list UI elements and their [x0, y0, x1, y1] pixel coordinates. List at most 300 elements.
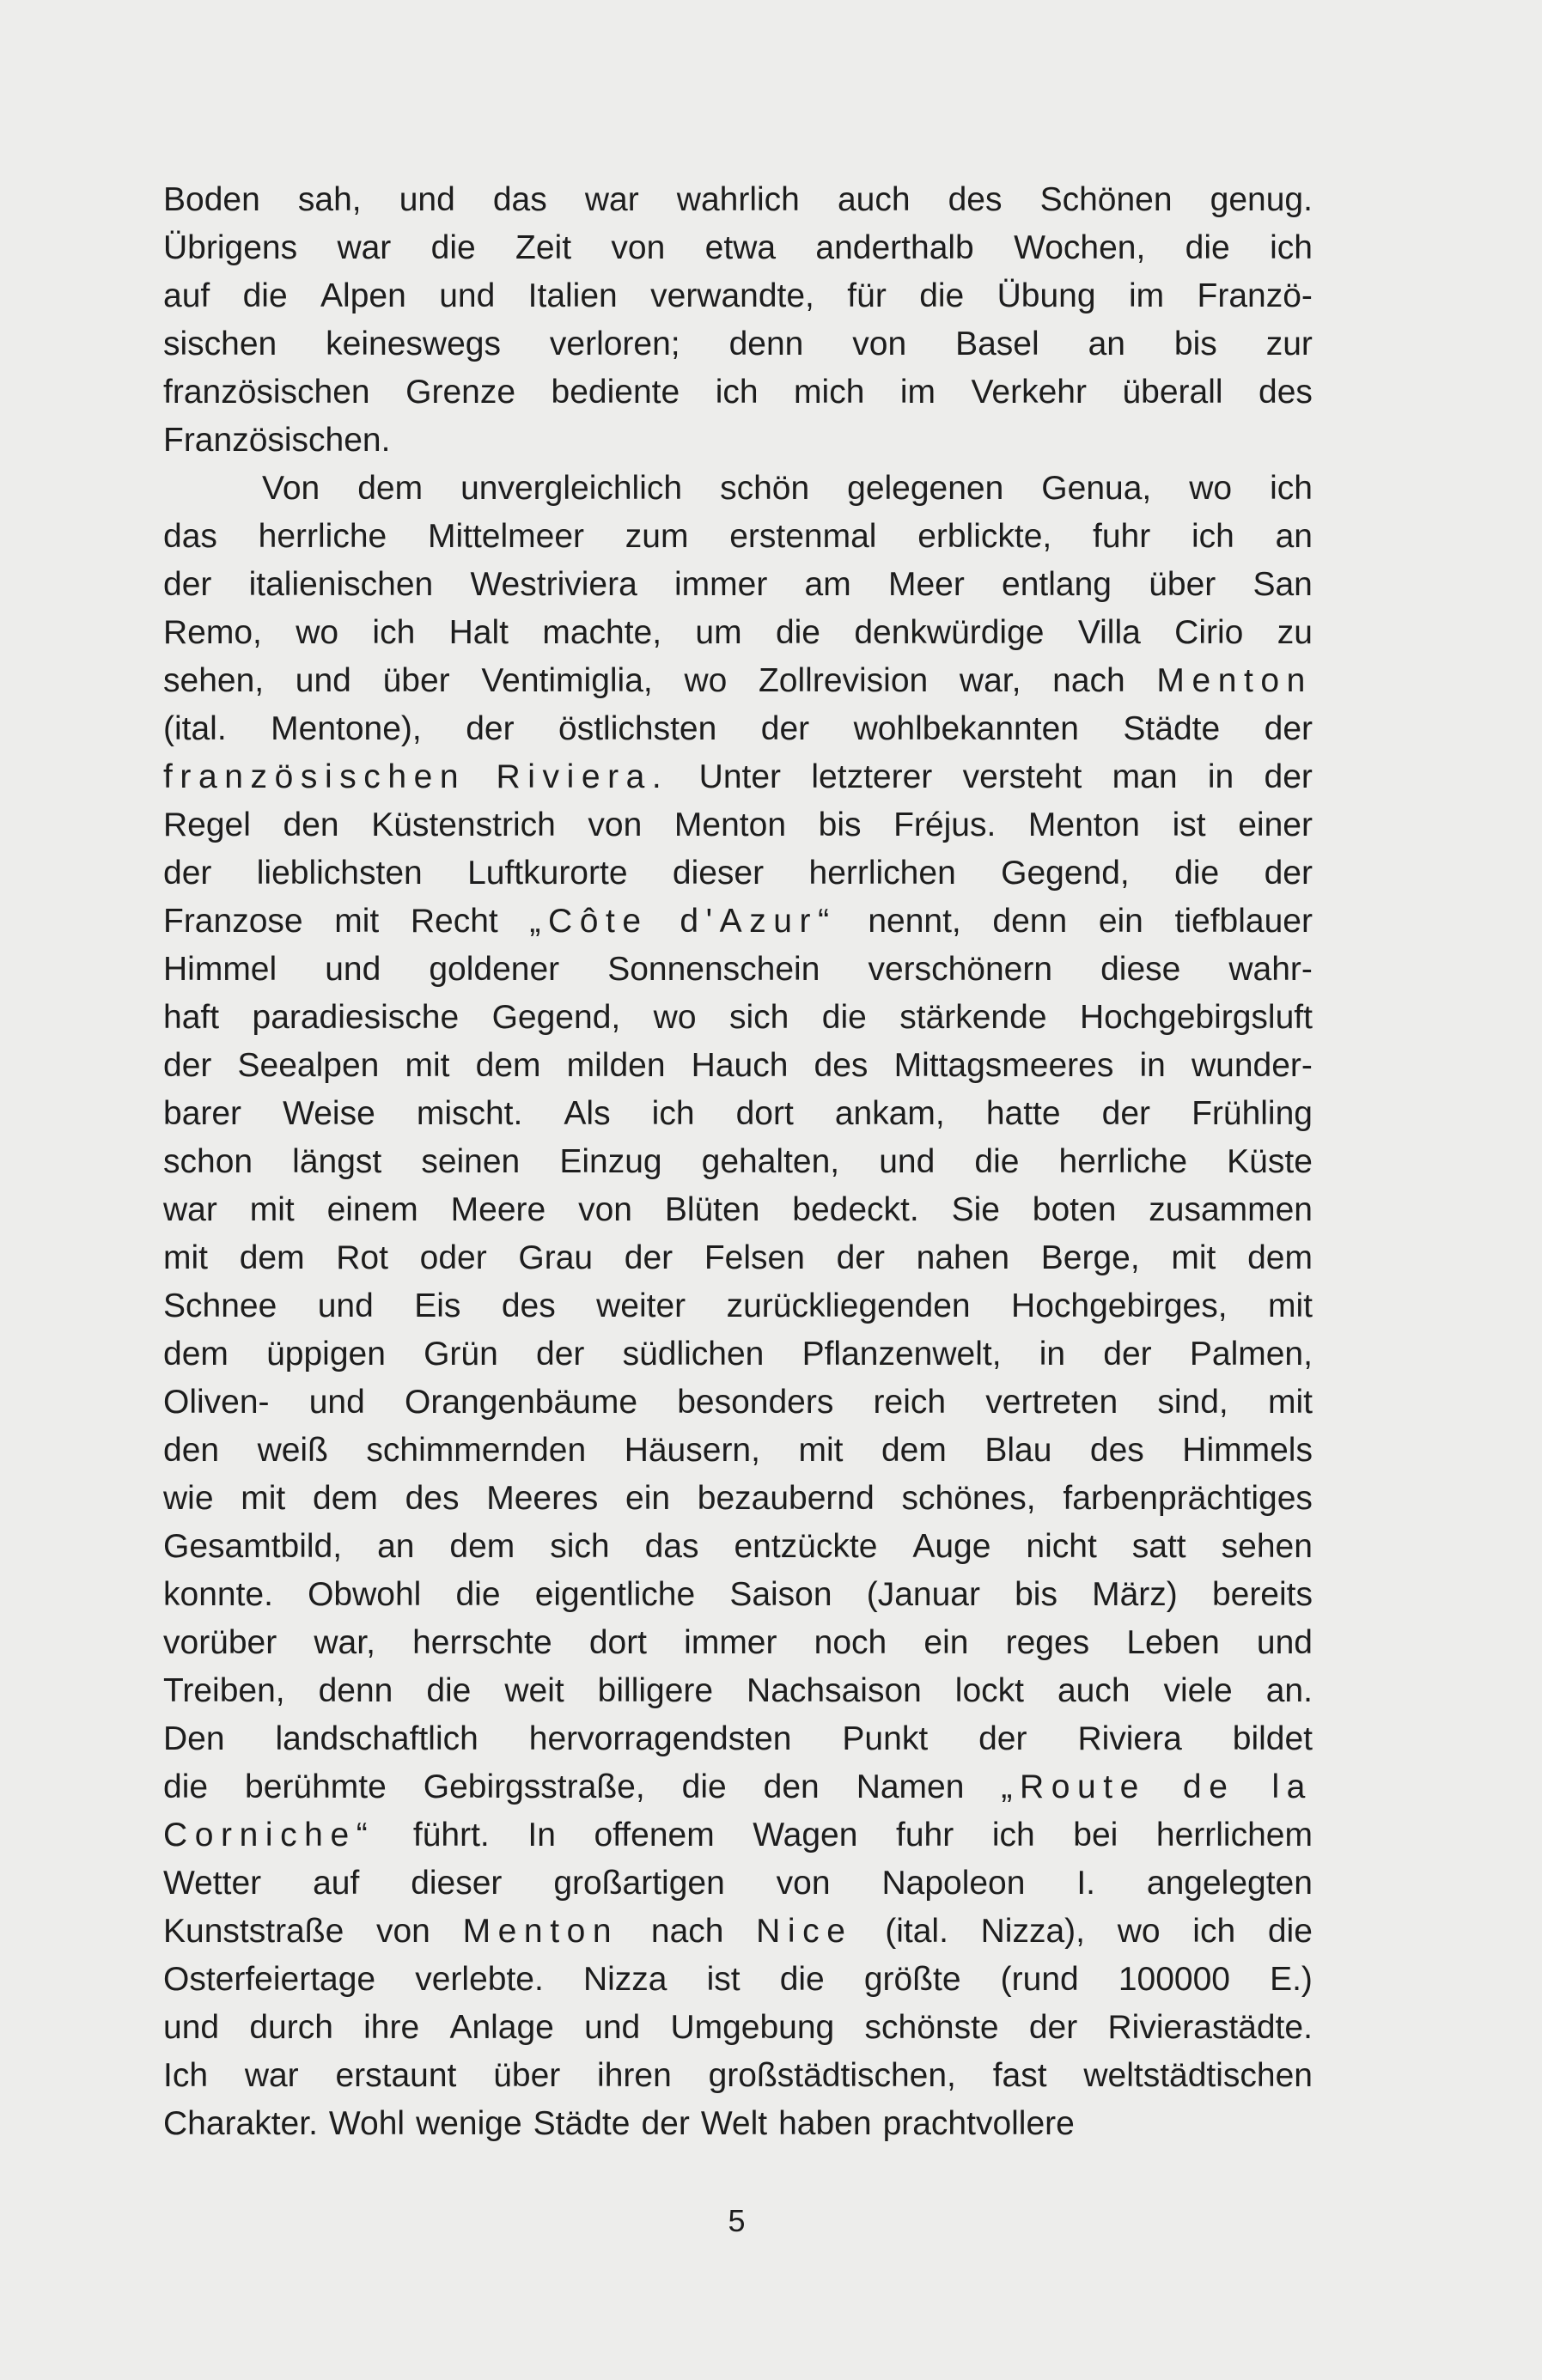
word: Von	[262, 470, 320, 507]
word: schön	[720, 470, 810, 507]
word: Halt	[448, 614, 509, 651]
word: farbenprächtiges	[1063, 1480, 1313, 1517]
word: des	[501, 1287, 556, 1324]
word: bis	[1015, 1576, 1057, 1613]
word: bei	[1073, 1817, 1118, 1853]
word: fuhr	[896, 1817, 954, 1853]
word: „Côte	[529, 903, 649, 940]
word: ihre	[363, 2009, 420, 2046]
text-line	[163, 513, 1313, 561]
word: Menton	[673, 807, 787, 843]
word: nach	[1052, 662, 1125, 699]
word: von	[578, 1191, 632, 1228]
word: Grün	[424, 1336, 498, 1373]
word: de	[1182, 1768, 1235, 1805]
word: Corniche“	[163, 1817, 375, 1853]
word: der	[760, 710, 810, 747]
word: herrlichem	[1155, 1817, 1313, 1853]
word: am	[804, 566, 851, 603]
word: Gegend,	[1001, 855, 1130, 892]
word: Küstenstrich	[371, 807, 556, 843]
word: Saison	[729, 1576, 832, 1613]
word: eigentliche	[534, 1576, 696, 1613]
word: dieser	[411, 1865, 503, 1902]
word: das	[644, 1528, 699, 1565]
word: stärkende	[899, 999, 1047, 1036]
word: wo	[296, 614, 339, 651]
word: Orangenbäume	[405, 1384, 638, 1421]
word: denn	[992, 903, 1068, 940]
word: Als	[564, 1095, 611, 1132]
word: Französischen.	[163, 422, 391, 459]
word: Charakter.	[163, 2105, 318, 2142]
word: nach	[650, 1913, 724, 1950]
word: Ventimiglia,	[481, 662, 653, 699]
word: Villa	[1077, 614, 1141, 651]
word: des	[814, 1047, 869, 1084]
word: verloren;	[549, 326, 680, 362]
word: Nachsaison	[747, 1672, 922, 1709]
word: und	[1256, 1624, 1313, 1661]
word: italienischen	[248, 566, 434, 603]
word: bis	[1173, 326, 1217, 362]
word: mit	[1267, 1287, 1313, 1324]
word: Gesamtbild,	[163, 1528, 343, 1565]
word: E.)	[1270, 1961, 1313, 1998]
word: nicht	[1026, 1528, 1097, 1565]
word: diese	[1100, 951, 1181, 988]
word: Wetter	[163, 1865, 262, 1902]
page-number: 5	[728, 2203, 746, 2238]
word: die	[455, 1576, 501, 1613]
word: la	[1271, 1768, 1313, 1805]
word: schimmernden	[366, 1432, 587, 1469]
word: Luftkurorte	[467, 855, 628, 892]
text-line	[163, 1860, 1313, 1908]
word: Nizza	[582, 1961, 667, 1998]
word: Wagen	[753, 1817, 858, 1853]
text-line	[163, 946, 1313, 994]
text-line	[163, 1282, 1313, 1330]
word: billigere	[597, 1672, 714, 1709]
text-line	[163, 753, 1313, 801]
word: haft	[163, 999, 220, 1036]
word: erstenmal	[729, 518, 877, 555]
word: mit	[1171, 1239, 1216, 1276]
word: den	[163, 1432, 220, 1469]
word: des	[1089, 1432, 1144, 1469]
word: des	[405, 1480, 460, 1517]
word: immer	[684, 1624, 777, 1661]
word: dort	[588, 1624, 648, 1661]
word: lockt	[954, 1672, 1024, 1709]
word: Übung	[997, 277, 1096, 314]
word: dem	[313, 1480, 378, 1517]
text-line	[163, 1763, 1313, 1811]
word: wahrlich	[676, 181, 800, 218]
word: Rivierastädte.	[1107, 2009, 1313, 2046]
text-line	[163, 994, 1313, 1042]
word: Blau	[984, 1432, 1052, 1469]
word: (ital.	[163, 710, 227, 747]
word: Menton	[1156, 662, 1313, 699]
word: Ich	[163, 2057, 209, 2094]
word: Regel	[163, 807, 251, 843]
text-line	[163, 1619, 1313, 1667]
word: viele	[1163, 1672, 1233, 1709]
word: versteht	[962, 758, 1082, 795]
word: der	[466, 710, 515, 747]
word: der	[1103, 1336, 1152, 1373]
word: mit	[405, 1047, 450, 1084]
word: ich	[1270, 470, 1313, 507]
word: Anlage	[449, 2009, 554, 2046]
word: sischen	[163, 326, 277, 362]
word: oder	[419, 1239, 487, 1276]
word: Hochgebirges,	[1011, 1287, 1228, 1324]
word: mit	[249, 1191, 295, 1228]
word: zusammen	[1149, 1191, 1313, 1228]
word: Blüten	[664, 1191, 760, 1228]
word: Alpen	[320, 277, 406, 314]
word: die	[775, 614, 820, 651]
word: dem	[1247, 1239, 1313, 1276]
word: wunder-	[1191, 1047, 1313, 1084]
word: (rund	[1000, 1961, 1079, 1998]
word: verschönern	[868, 951, 1053, 988]
word: Seealpen	[237, 1047, 380, 1084]
word: von	[588, 807, 643, 843]
text-line	[163, 1042, 1313, 1090]
word: Namen	[856, 1768, 965, 1805]
word: etwa	[704, 229, 777, 266]
word: von	[776, 1865, 831, 1902]
word: Remo,	[163, 614, 262, 651]
word: vertreten	[985, 1384, 1118, 1421]
word: paradiesische	[252, 999, 460, 1036]
word: ich	[1192, 1913, 1236, 1950]
word: der	[163, 566, 212, 603]
word: d'Azur“	[680, 903, 837, 940]
word: Napoleon	[881, 1865, 1026, 1902]
word: das	[492, 181, 547, 218]
word: Städte	[1123, 710, 1221, 747]
word: man	[1112, 758, 1178, 795]
word: Mittagsmeeres	[893, 1047, 1114, 1084]
word: weltstädtischen	[1083, 2057, 1313, 2094]
word: Italien	[527, 277, 618, 314]
word: die	[681, 1768, 727, 1805]
word: hervorragendsten	[528, 1720, 792, 1757]
word: bezaubernd	[697, 1480, 875, 1517]
word: Himmels	[1182, 1432, 1313, 1469]
word: konnte.	[163, 1576, 273, 1613]
word: haben	[778, 2105, 872, 2142]
word: führt.	[412, 1817, 490, 1853]
word: entzückte	[734, 1528, 878, 1565]
word: Hochgebirgsluft	[1079, 999, 1313, 1036]
word: sich	[550, 1528, 610, 1565]
word: herrlichen	[808, 855, 956, 892]
word: die	[779, 1961, 825, 1998]
word: dem	[239, 1239, 305, 1276]
text-line	[163, 176, 1313, 224]
word: Gegend,	[491, 999, 621, 1036]
word: von	[375, 1913, 430, 1950]
word: Zollrevision	[758, 662, 929, 699]
word: ihren	[597, 2057, 672, 2094]
word: Den	[163, 1720, 225, 1757]
word: in	[1139, 1047, 1166, 1084]
word: Treiben,	[163, 1672, 285, 1709]
word: an	[377, 1528, 415, 1565]
word: zurückliegenden	[726, 1287, 971, 1324]
word: anderthalb	[815, 229, 974, 266]
word: und	[584, 2009, 641, 2046]
word: Kunststraße	[163, 1913, 344, 1950]
word: dem	[163, 1336, 229, 1373]
word: ich	[372, 614, 416, 651]
word: die	[974, 1143, 1020, 1180]
word: der	[536, 1336, 585, 1373]
word: In	[527, 1817, 556, 1853]
word: wo	[1117, 1913, 1161, 1950]
word: Zeit	[515, 229, 572, 266]
word: I.	[1076, 1865, 1096, 1902]
text-line	[163, 1956, 1313, 2004]
text-line	[163, 1475, 1313, 1523]
word: goldener	[429, 951, 560, 988]
word: an	[1088, 326, 1125, 362]
word: Schönen	[1039, 181, 1173, 218]
body-text	[163, 176, 1313, 2148]
word: dort	[735, 1095, 794, 1132]
word: der	[1264, 855, 1313, 892]
word: an	[1275, 518, 1313, 555]
word: ich	[1191, 518, 1234, 555]
word: Franzose	[163, 903, 303, 940]
word: wo	[653, 999, 697, 1036]
word: prachtvollere	[882, 2105, 1075, 2142]
word: Verkehr	[971, 374, 1087, 411]
word: die	[430, 229, 476, 266]
word: der	[836, 1239, 885, 1276]
word: von	[852, 326, 907, 362]
word: der	[1028, 2009, 1078, 2046]
word: zum	[625, 518, 689, 555]
text-line	[163, 1330, 1313, 1379]
word: Meer	[887, 566, 965, 603]
text-line	[163, 898, 1313, 946]
word: der	[1264, 758, 1313, 795]
word: den	[283, 807, 339, 843]
text-line	[163, 1379, 1313, 1427]
word: mich	[794, 374, 865, 411]
word: und	[399, 181, 455, 218]
text-line	[163, 1138, 1313, 1186]
word: war	[337, 229, 392, 266]
word: über	[493, 2057, 561, 2094]
text-line	[163, 1571, 1313, 1619]
word: die	[919, 277, 965, 314]
word: Fréjus.	[893, 807, 997, 843]
word: sehen,	[163, 662, 265, 699]
word: die	[163, 1768, 209, 1805]
word: letzterer	[811, 758, 933, 795]
word: sind,	[1157, 1384, 1228, 1421]
word: dem	[881, 1432, 947, 1469]
word: herrliche	[258, 518, 387, 555]
word: ich	[991, 1817, 1035, 1853]
word: reges	[1005, 1624, 1090, 1661]
word: die	[1185, 229, 1230, 266]
word: über	[382, 662, 450, 699]
word: üppigen	[266, 1336, 386, 1373]
word: östlichsten	[558, 710, 717, 747]
text-line	[163, 561, 1313, 609]
word: Himmel	[163, 951, 277, 988]
word: Riviera	[1077, 1720, 1182, 1757]
word: wenige	[416, 2105, 522, 2142]
word: die	[242, 277, 288, 314]
text-line	[163, 1427, 1313, 1475]
word: auf	[313, 1865, 360, 1902]
word: Küste	[1227, 1143, 1313, 1180]
word: besonders	[677, 1384, 834, 1421]
word: auf	[163, 277, 210, 314]
word: Städte	[533, 2105, 631, 2142]
word: Meeres	[486, 1480, 599, 1517]
word: gelegenen	[847, 470, 1004, 507]
word: denn	[318, 1672, 393, 1709]
word: (ital.	[885, 1913, 948, 1950]
word: denkwürdige	[854, 614, 1045, 651]
word: herrschte	[412, 1624, 552, 1661]
word: landschaftlich	[275, 1720, 478, 1757]
word: wo	[1189, 470, 1233, 507]
word: dieser	[672, 855, 765, 892]
word: des	[948, 181, 1003, 218]
word: bediente	[551, 374, 680, 411]
word: herrliche	[1058, 1143, 1188, 1180]
word: mit	[798, 1432, 844, 1469]
word: überall	[1122, 374, 1223, 411]
word: einer	[1238, 807, 1313, 843]
word: Obwohl	[308, 1576, 422, 1613]
word: zur	[1265, 326, 1313, 362]
word: sich	[728, 999, 789, 1036]
word: für	[847, 277, 887, 314]
word: berühmte	[245, 1768, 387, 1805]
word: mit	[241, 1480, 286, 1517]
word: und	[163, 2009, 220, 2046]
word: den	[763, 1768, 820, 1805]
word: Einzug	[559, 1143, 662, 1180]
word: ich	[1270, 229, 1313, 266]
word: ein	[625, 1480, 671, 1517]
word: längst	[292, 1143, 382, 1180]
text-line	[163, 465, 1313, 513]
word: Punkt	[842, 1720, 929, 1757]
word: und	[317, 1287, 374, 1324]
word: im	[899, 374, 936, 411]
word: Auge	[912, 1528, 991, 1565]
word: der	[624, 1239, 673, 1276]
word: Frühling	[1192, 1095, 1313, 1132]
word: der	[163, 1047, 212, 1084]
word: Grau	[518, 1239, 594, 1276]
word: unvergleichlich	[460, 470, 683, 507]
word: und	[308, 1384, 365, 1421]
word: mit	[334, 903, 380, 940]
text-line	[163, 2052, 1313, 2100]
word: schönes,	[901, 1480, 1036, 1517]
word: der	[1101, 1095, 1150, 1132]
word: mit	[163, 1239, 208, 1276]
word: Wohl	[328, 2105, 405, 2142]
word: immer	[674, 566, 768, 603]
word: hatte	[985, 1095, 1061, 1132]
word: durch	[249, 2009, 333, 2046]
text-line	[163, 609, 1313, 657]
word: noch	[814, 1624, 887, 1661]
word: großstädtischen,	[708, 2057, 956, 2094]
text-line	[163, 2004, 1313, 2052]
word: schönste	[864, 2009, 999, 2046]
word: großartigen	[553, 1865, 725, 1902]
word: bis	[818, 807, 862, 843]
text-line	[163, 1234, 1313, 1282]
word: sah,	[297, 181, 362, 218]
word: milden	[566, 1047, 666, 1084]
word: auch	[1057, 1672, 1131, 1709]
word: nennt,	[868, 903, 961, 940]
word: sehen	[1221, 1528, 1313, 1565]
word: ist	[706, 1961, 741, 1998]
word: Riviera.	[496, 758, 669, 795]
word: offenem	[594, 1817, 715, 1853]
word: wahr-	[1228, 951, 1313, 988]
word: ein	[1098, 903, 1143, 940]
text-line	[163, 368, 1313, 417]
word: Schnee	[163, 1287, 277, 1324]
word: und	[325, 951, 381, 988]
word: ist	[1172, 807, 1206, 843]
word: der	[641, 2105, 690, 2142]
word: südlichen	[622, 1336, 765, 1373]
word: bildet	[1232, 1720, 1313, 1757]
word: im	[1128, 277, 1165, 314]
word: Nizza),	[980, 1913, 1085, 1950]
word: die	[426, 1672, 472, 1709]
word: Cirio	[1174, 614, 1244, 651]
word: erstaunt	[335, 2057, 457, 2094]
text-line	[163, 417, 1313, 465]
word: die	[1267, 1913, 1313, 1950]
word: Oliven-	[163, 1384, 270, 1421]
text-line	[163, 705, 1313, 753]
word: seinen	[421, 1143, 521, 1180]
word: tiefblauer	[1174, 903, 1313, 940]
word: genug.	[1210, 181, 1313, 218]
word: vorüber	[163, 1624, 277, 1661]
word: größte	[863, 1961, 961, 1998]
word: weiter	[596, 1287, 686, 1324]
word: Grenze	[405, 374, 516, 411]
word: (Januar	[866, 1576, 980, 1613]
word: keineswegs	[326, 326, 501, 362]
word: Wochen,	[1014, 229, 1146, 266]
